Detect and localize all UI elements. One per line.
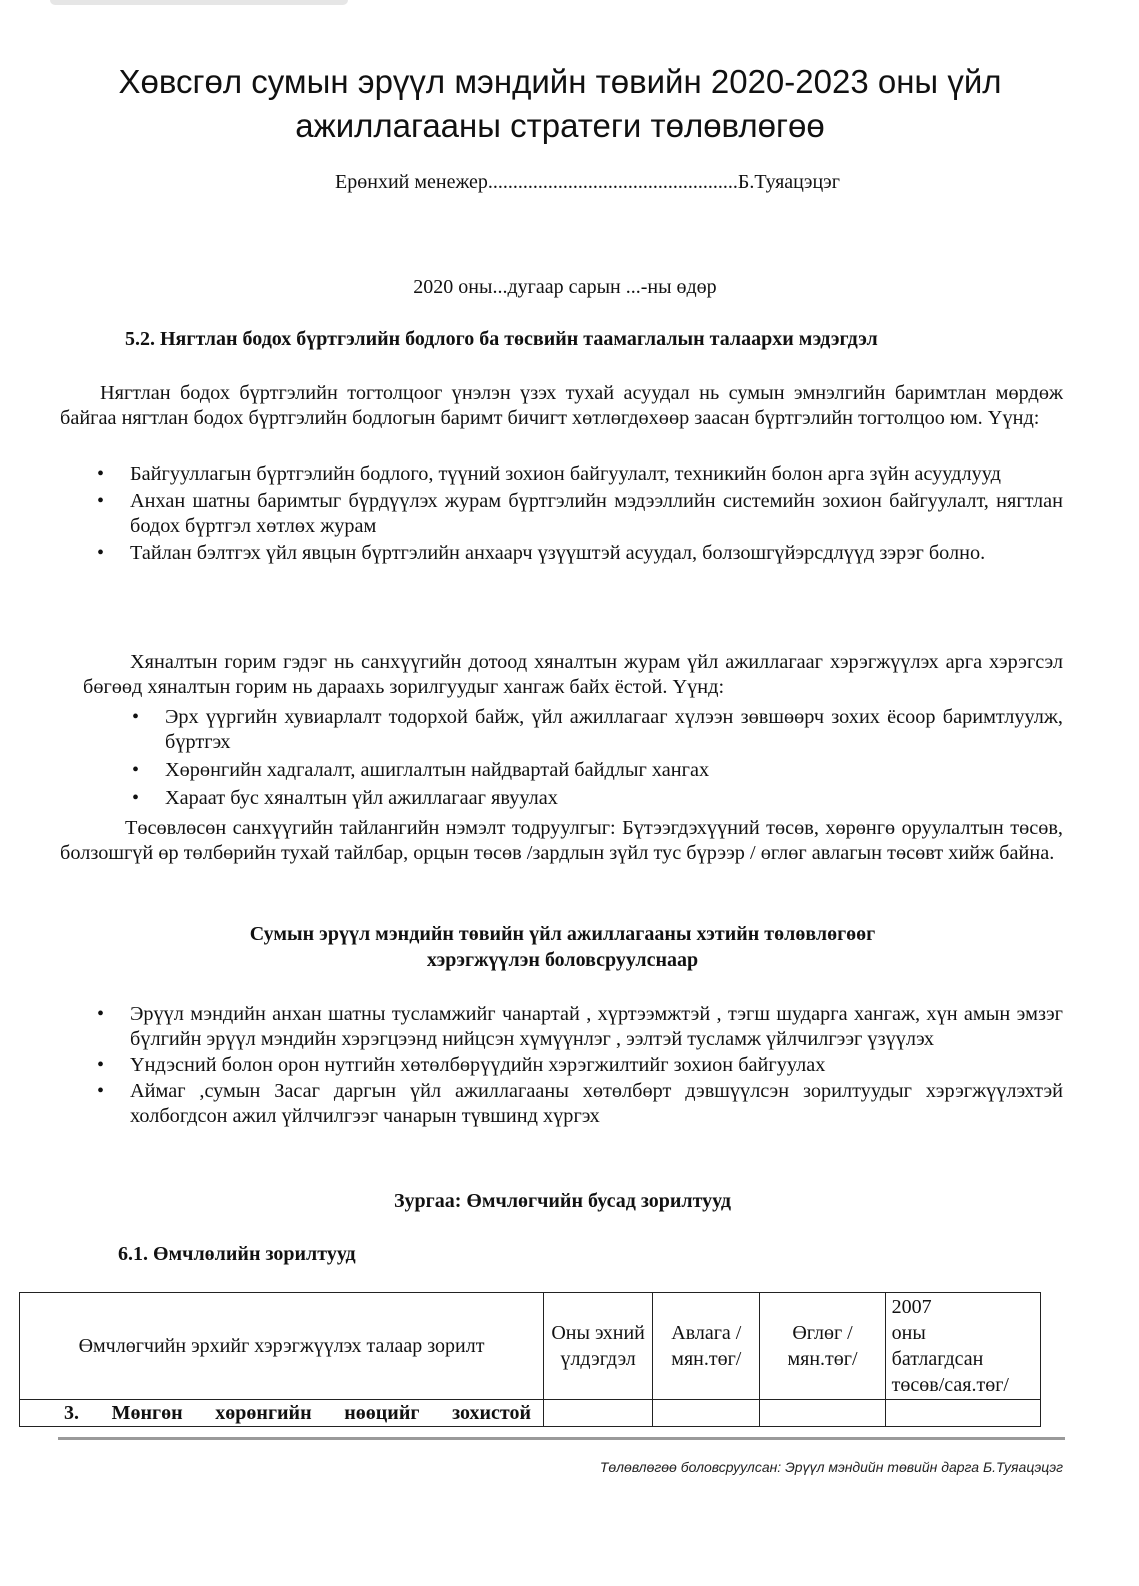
row-budget-cell bbox=[885, 1400, 1040, 1427]
section-5-2-heading: 5.2. Нягтлан бодох бүртгэлийн бодлого ба төсвийн таамаглалын талаархи мэдэгдэл bbox=[125, 328, 878, 350]
header-opening-balance: Оны эхний үлдэгдэл bbox=[544, 1293, 653, 1400]
row-opening-balance-cell bbox=[544, 1400, 653, 1427]
list-item: • Байгууллагын бүртгэлийн бодлого, түүний зохион байгуулалт, техникийн болон арга зүйн асуудлууд bbox=[130, 462, 1063, 487]
header-payable: Өглөг /мян.төг/ bbox=[760, 1293, 885, 1400]
row-goal-cell bbox=[20, 1400, 544, 1427]
plan-bullet-list bbox=[130, 1002, 1063, 1130]
budget-notes-paragraph: Төсөвлөсөн санхүүгийн тайлангийн нэмэлт тодруулгыг: Бүтээгдэхүүний төсөв, хөрөнгө оруулалтын төсөв, болзошгүй өр төлбөрийн тухай тайлбар, орцын төсөв /зардлын зүйл тус бүрээр / өглөг авлагын төсөвт хийж байна. bbox=[60, 817, 1063, 864]
control-bullet-list bbox=[165, 705, 1063, 814]
manager-signature-line: Ерөнхий менежер..................................................Б.Туяацэцэг bbox=[335, 171, 840, 193]
section-6-heading: Зургаа: Өмчлөгчийн бусад зорилтууд bbox=[393, 1190, 732, 1212]
top-scroll-fragment bbox=[50, 0, 348, 5]
header-receivable: Авлага /мян.төг/ bbox=[653, 1293, 760, 1400]
document-title-line-2: ажиллагааны стратеги төлөвлөгөө bbox=[295, 107, 825, 144]
row-word: Мөнгөн bbox=[111, 1402, 183, 1424]
list-item: • Үндэсний болон орон нутгийн хөтөлбөрүүдийн хэрэгжилтийг зохион байгуулах bbox=[130, 1053, 1063, 1078]
table-header-row bbox=[20, 1293, 1041, 1400]
header-goal: Өмчлөгчийн эрхийг хэрэгжүүлэх талаар зорилт bbox=[20, 1293, 544, 1400]
table-row bbox=[20, 1400, 1041, 1427]
list-item: • Хараат бус хяналтын үйл ажиллагааг явуулах bbox=[165, 786, 1063, 811]
list-item: • Хөрөнгийн хадгалалт, ашиглалтын найдвартай байдлыг хангах bbox=[165, 758, 1063, 783]
list-item: • Анхан шатны баримтыг бүрдүүлэх журам бүртгэлийн мэдээллийн системийн зохион байгуулалт, нягтлан бодох бүртгэл хөтлөх журам bbox=[130, 489, 1063, 539]
row-word: зохистой bbox=[452, 1402, 531, 1424]
control-regime-paragraph: Хяналтын горим гэдэг нь санхүүгийн дотоод хяналтын журам үйл ажиллагааг хэрэгжүүлэх арга хэрэгсэл бөгөөд хяналтын горим нь дараахь зорилгуудыг хангаж байх ёстой. Үүнд: bbox=[83, 651, 1063, 698]
accounting-intro-paragraph: Нягтлан бодох бүртгэлийн тогтолцоог үнэлэн үзэх тухай асуудал нь сумын эмнэлгийн баримтлан мөрдөж байгаа нягтлан бодох бүртгэлийн бодлогын баримт бичигт хөтлөгдөхөөр заасан бүртгэлийн тогтолцоо юм. Үүнд: bbox=[60, 382, 1063, 429]
ownership-goals-table bbox=[19, 1292, 1041, 1427]
row-word: хөрөнгийн bbox=[215, 1402, 312, 1424]
plan-heading-line-2: хэрэгжүүлэн боловсруулснаар bbox=[426, 949, 699, 971]
document-title-line-1: Хөвсгөл сумын эрүүл мэндийн төвийн 2020-2023 оны үйл bbox=[118, 63, 1002, 100]
row-payable-cell bbox=[760, 1400, 885, 1427]
list-item: • Аймаг ,сумын Засаг даргын үйл ажиллагааны хөтөлбөрт дэвшүүлсэн зорилтуудыг хэрэгжүүлэхтэй холбогдсон ажил үйлчилгээг чанарын түвшинд хүргэх bbox=[130, 1079, 1063, 1129]
list-item: • Тайлан бэлтгэх үйл явцын бүртгэлийн анхаарч үзүүштэй асуудал, болзошгүйэрсдлүүд зэрэг болно. bbox=[130, 541, 1063, 566]
plan-heading bbox=[0, 921, 1125, 973]
row-number: 3. bbox=[64, 1402, 79, 1424]
document-title bbox=[40, 60, 1080, 148]
header-budget-year: 2007 bbox=[891, 1296, 932, 1318]
footer-divider bbox=[58, 1437, 1065, 1440]
header-budget-word: оны bbox=[891, 1322, 926, 1344]
accounting-bullet-list bbox=[130, 462, 1063, 568]
section-6-1-heading: 6.1. Өмчлөлийн зорилтууд bbox=[118, 1243, 356, 1265]
list-item: • Эрх үүргийн хувиарлалт тодорхой байж, үйл ажиллагааг хүлээн зөвшөөрч зохих ёсоор баримтлуулж, бүртгэх bbox=[165, 705, 1063, 755]
plan-heading-line-1: Сумын эрүүл мэндийн төвийн үйл ажиллагааны хэтийн төлөвлөгөөг bbox=[249, 923, 876, 945]
footer-note: Төлөвлөгөө боловсруулсан: Эрүүл мэндийн төвийн дарга Б.Туяацэцэг bbox=[599, 1459, 1063, 1475]
date-line: 2020 оны...дугаар сарын ...-ны өдөр bbox=[413, 276, 717, 298]
header-budget-rest: батлагдсан төсөв/сая.төг/ bbox=[891, 1348, 1009, 1396]
row-receivable-cell bbox=[653, 1400, 760, 1427]
row-word: нөөцийг bbox=[344, 1402, 420, 1424]
header-approved-budget bbox=[885, 1293, 1040, 1400]
list-item: • Эрүүл мэндийн анхан шатны тусламжийг чанартай , хүртээмжтэй , тэгш шударга хангаж, хүн амын эмзэг бүлгийн эрүүл мэндийн хэрэгцээнд нийцсэн хүмүүнлэг , ээлтэй тусламж үйлчилгээг үзүүлэх bbox=[130, 1002, 1063, 1052]
